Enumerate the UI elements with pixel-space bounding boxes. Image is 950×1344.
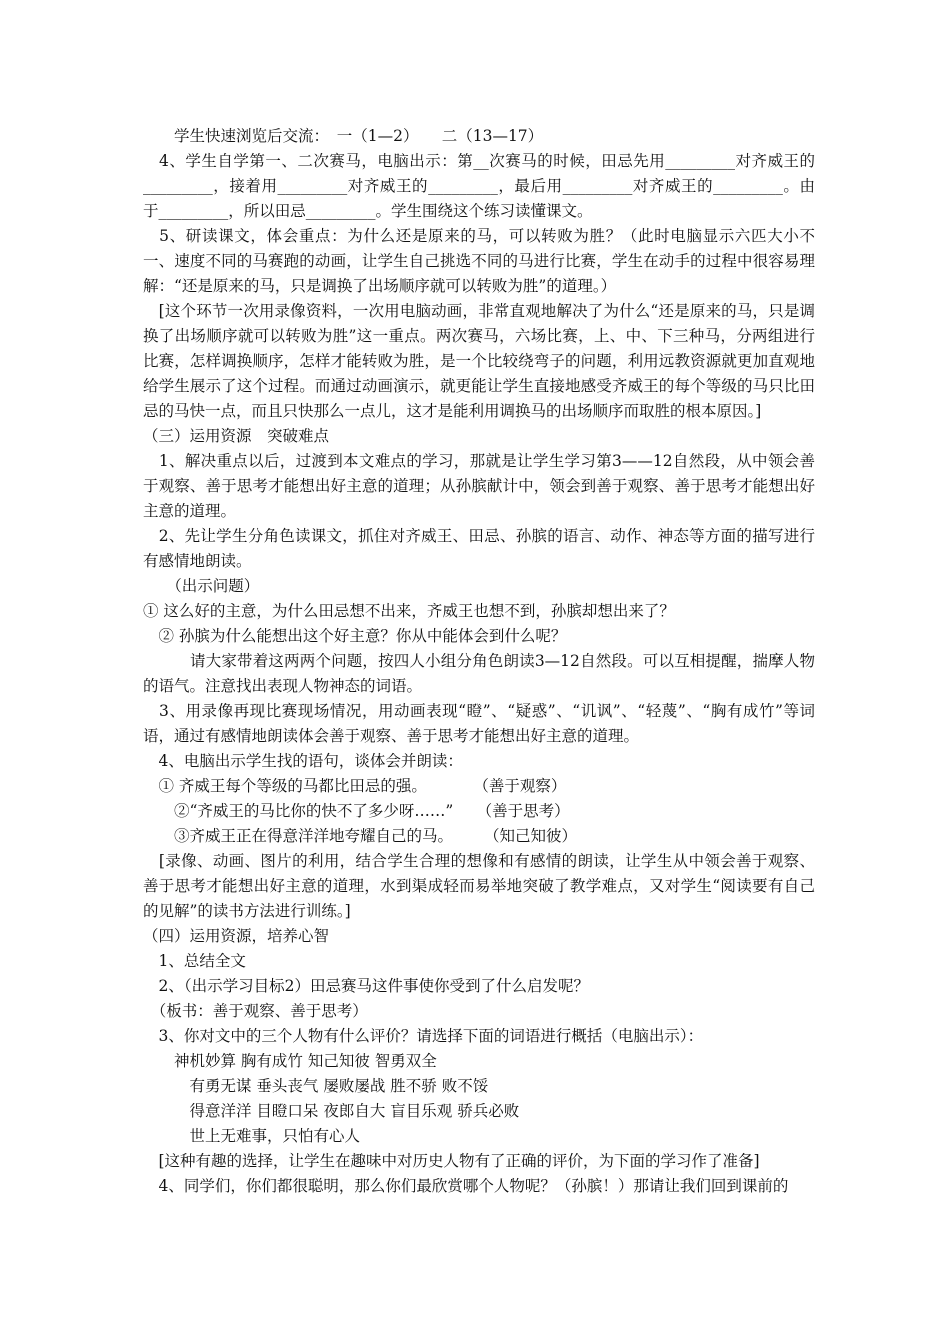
word-list-3: 得意洋洋 目瞪口呆 夜郎自大 盲目乐观 骄兵必败: [143, 1102, 520, 1120]
paragraph-s3-step-3: 3、用录像再现比赛现场情况，用动画表现“瞪”、“疑惑”、“讥讽”、“轻蔑”、“胸有成竹”等词语，通过有感情地朗读体会善于观察、善于思考才能想出好主意的道理。: [143, 702, 815, 745]
paragraph-s4-step-4: 4、同学们，你们都很聪明，那么你们最欣赏哪个人物呢？（孙膑！）那请让我们回到课前的: [143, 1177, 789, 1195]
paragraph-board-notes: （板书：善于观察、善于思考）: [143, 1002, 368, 1020]
paragraph-s4-step-2: 2、（出示学习目标2）田忌赛马这件事使你受到了什么启发呢？: [143, 977, 589, 995]
paragraph-commentary-3: [这种有趣的选择，让学生在趣味中对历史人物有了正确的评价，为下面的学习作了准备]: [143, 1152, 760, 1170]
paragraph-s4-step-3: 3、你对文中的三个人物有什么评价？请选择下面的词语进行概括（电脑出示）：: [143, 1027, 704, 1045]
word-list-4: 世上无难事，只怕有心人: [143, 1127, 361, 1145]
paragraph-s3-step-2: 2、先让学生分角色读课文，抓住对齐威王、田忌、孙膑的语言、动作、神态等方面的描写进行有感情地朗读。: [143, 527, 815, 570]
document-body: [143, 124, 815, 1199]
paragraph-step-5: 5、研读课文，体会重点：为什么还是原来的马，可以转败为胜？（此时电脑显示六匹大小不一、速度不同的马赛跑的动画，让学生自己挑选不同的马进行比赛，学生在动手的过程中很容易理解：“还是原来的马，只是调换了出场顺序就可以转败为胜”的道理。）: [143, 227, 815, 295]
question-1: ① 这么好的主意，为什么田忌想不出来，齐威王也想不到，孙膑却想出来了？: [143, 602, 675, 620]
question-2: ② 孙膑为什么能想出这个好主意？你从中能体会到什么呢？: [143, 627, 567, 645]
paragraph-commentary-2: [录像、动画、图片的利用，结合学生合理的想像和有感情的朗读，让学生从中领会善于观察、善于思考才能想出好主意的道理，水到渠成轻而易举地突破了教学难点，又对学生“阅读要有自己的见解”的读书方法进行训练。]: [143, 852, 815, 920]
sentence-1: ① 齐威王每个等级的马都比田忌的强。 （善于观察）: [143, 777, 567, 795]
paragraph-s3-step-4: 4、电脑出示学生找的语句，谈体会并朗读：: [143, 752, 463, 770]
word-list-1: 神机妙算 胸有成竹 知己知彼 智勇双全: [143, 1052, 437, 1070]
paragraph-commentary-1: [这个环节一次用录像资料，一次用电脑动画，非常直观地解决了为什么“还是原来的马，只是调换了出场顺序就可以转败为胜”这一重点。两次赛马，六场比赛，上、中、下三种马，分两组进行比赛，怎样调换顺序，怎样才能转败为胜，是一个比较绕弯子的问题，利用远教资源就更加直观地给学生展示了这个过程。而通过动画演示，就更能让学生直接地感受齐威王的每个等级的马只比田忌的马快一点，而且只快那么一点儿，这才是能利用调换马的出场顺序而取胜的根本原因。]: [143, 302, 815, 420]
paragraph-group-reading: 请大家带着这两两个问题，按四人小组分角色朗读3—12自然段。可以互相提醒，揣摩人物的语气。注意找出表现人物神态的词语。: [143, 652, 815, 695]
section-heading-3: （三）运用资源 突破难点: [143, 427, 330, 445]
paragraph-s4-step-1: 1、总结全文: [143, 952, 246, 970]
paragraph-step-4: 4、学生自学第一、二次赛马，电脑出示：第__次赛马的时候，田忌先用_________对齐威王的_________，接着用_________对齐威王的_________，最后用_________对齐威王的_________。由于_________，所以田忌_________。学生围绕这个练习读懂课文。: [143, 152, 815, 220]
paragraph-show-questions: （出示问题）: [143, 577, 260, 595]
sentence-2: ②“齐威王的马比你的快不了多少呀……” （善于思考）: [143, 802, 570, 820]
word-list-2: 有勇无谋 垂头丧气 屡败屡战 胜不骄 败不馁: [143, 1077, 489, 1095]
paragraph-s3-step-1: 1、解决重点以后，过渡到本文难点的学习，那就是让学生学习第3——12自然段，从中领会善于观察、善于思考才能想出好主意的道理；从孙膑献计中，领会到善于观察、善于思考才能想出好主意的道理。: [143, 452, 815, 520]
sentence-3: ③齐威王正在得意洋洋地夸耀自己的马。 （知己知彼）: [143, 827, 578, 845]
section-heading-4: （四）运用资源，培养心智: [143, 927, 330, 945]
paragraph-exchange: 学生快速浏览后交流： 一（1—2） 二（13—17）: [143, 127, 544, 145]
